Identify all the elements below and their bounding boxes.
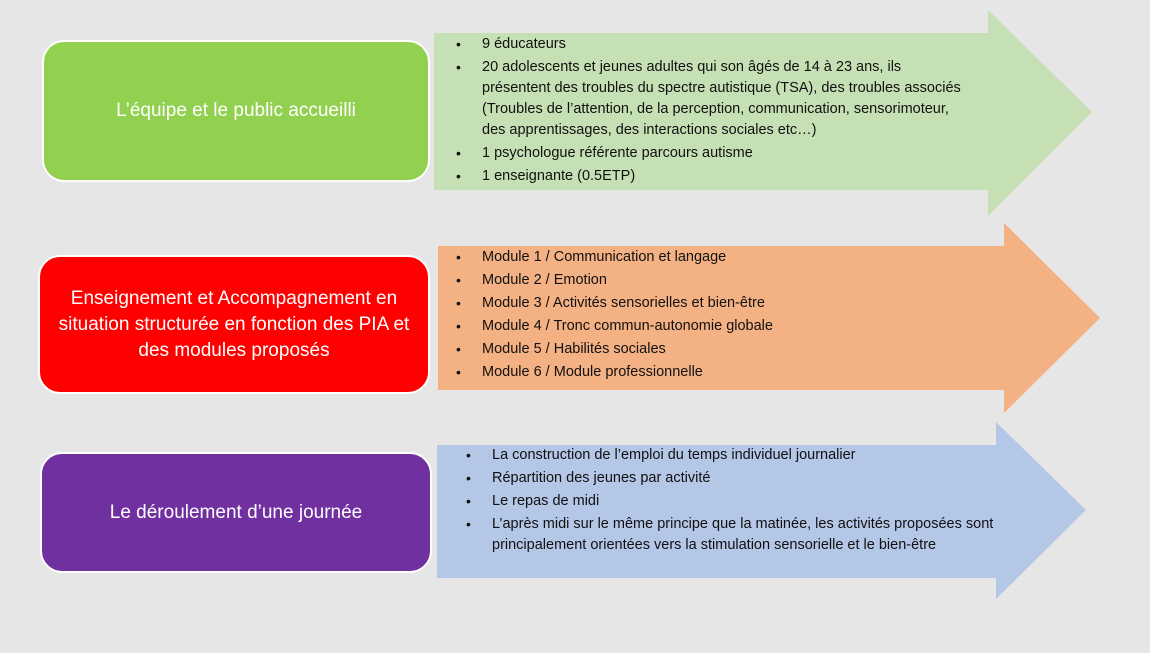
list-item-text: Module 5 / Habilités sociales xyxy=(482,341,666,357)
list-item: • Module 1 / Communication et langage xyxy=(456,249,727,265)
list-item: • La construction de l’emploi du temps individuel journalier xyxy=(466,447,856,463)
list-item: • 1 enseignante (0.5ETP) xyxy=(456,168,636,184)
list-item-text: La construction de l’emploi du temps individuel journalier xyxy=(492,447,856,463)
list-item-text: 1 psychologue référente parcours autisme xyxy=(482,145,753,161)
list-item: • 1 psychologue référente parcours autisme xyxy=(456,145,753,161)
list-item-text: Module 1 / Communication et langage xyxy=(482,249,727,265)
list-item-text: Module 3 / Activités sensorielles et bien-être xyxy=(482,295,765,311)
list-item: • L’après midi sur le même principe que la matinée, les activités proposées sont principalement orientées vers la stimulation sensorielle et le bien-être xyxy=(466,516,994,553)
list-item-text: Module 6 / Module professionnelle xyxy=(482,364,703,380)
list-item-text: L’après midi sur le même principe que la matinée, les activités proposées sont principalement orientées vers la stimulation sensorielle et le bien-être xyxy=(492,516,994,553)
section-3-bullet-list xyxy=(462,445,998,558)
list-item-text: Le repas de midi xyxy=(492,493,600,509)
section-3-label: Le déroulement d’une journée xyxy=(40,452,432,573)
list-item: • Module 2 / Emotion xyxy=(456,272,607,288)
list-item: • 9 éducateurs xyxy=(456,36,566,52)
list-item: • 20 adolescents et jeunes adultes qui son âgés de 14 à 23 ans, ils présentent des troubles du spectre autistique (TSA), des troubles associés (Troubles de l’attention, de la perception, communication, sensorimoteur, des apprentissages, des interactions sociales etc…) xyxy=(456,59,961,138)
section-1-label: L’équipe et le public accueilli xyxy=(42,40,430,182)
list-item: • Module 4 / Tronc commun-autonomie globale xyxy=(456,318,773,334)
section-2-label: Enseignement et Accompagnement en situation structurée en fonction des PIA et des modules proposés xyxy=(38,255,430,394)
list-item: • Le repas de midi xyxy=(466,493,600,509)
list-item-text: Module 2 / Emotion xyxy=(482,272,607,288)
list-item-text: 1 enseignante (0.5ETP) xyxy=(482,168,636,184)
list-item-text: Module 4 / Tronc commun-autonomie globale xyxy=(482,318,773,334)
list-item: • Module 5 / Habilités sociales xyxy=(456,341,666,357)
list-item-text: Répartition des jeunes par activité xyxy=(492,470,711,486)
list-item-text: 20 adolescents et jeunes adultes qui son âgés de 14 à 23 ans, ils présentent des troubles du spectre autistique (TSA), des troubles associés (Troubles de l’attention, de la perception, communication, sensorimoteur, des apprentissages, des interactions sociales etc…) xyxy=(482,59,961,138)
list-item: • Module 3 / Activités sensorielles et bien-être xyxy=(456,295,765,311)
list-item: • Répartition des jeunes par activité xyxy=(466,470,711,486)
list-item-text: 9 éducateurs xyxy=(482,36,566,52)
list-item: • Module 6 / Module professionnelle xyxy=(456,364,703,380)
